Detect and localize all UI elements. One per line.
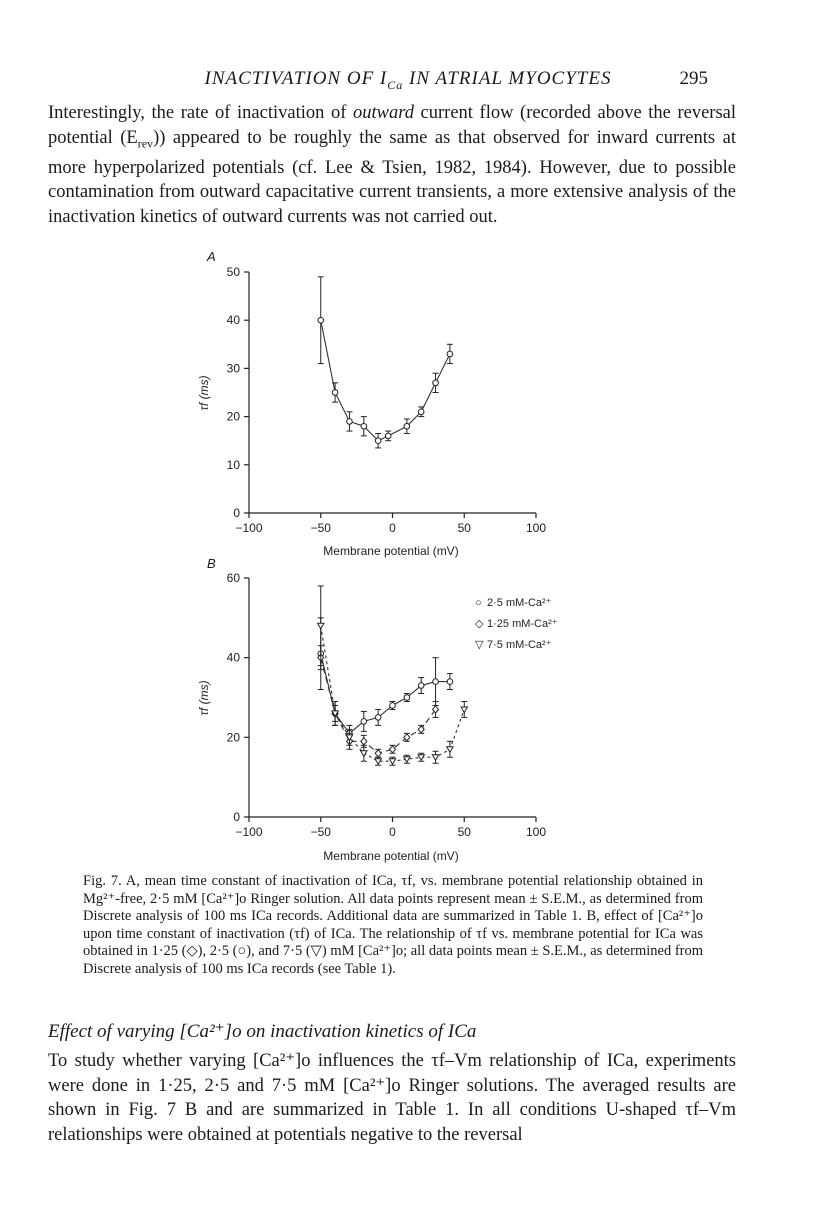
data-point-circle	[385, 433, 391, 439]
data-point-circle	[447, 351, 453, 357]
data-point-circle	[361, 719, 367, 725]
data-point-circle	[404, 423, 410, 429]
data-point-circle	[433, 380, 439, 386]
x-tick-label: 0	[389, 825, 396, 839]
y-tick-label: 40	[226, 313, 240, 328]
y-tick-label: 30	[226, 361, 240, 376]
figure-caption: Fig. 7. A, mean time constant of inactivation of ICa, τf, vs. membrane potential relationship obtained in Mg²⁺-free, 2·5 mM [Ca²⁺]o Ringer solution. All data points represent mean ± S.E.M., as determined from Discrete analysis of 100 ms ICa records. Additional data are summarized in Table 1. B, effect of [Ca²⁺]o upon time constant of inactivation (τf) of ICa. The relationship of τf vs. membrane potential for ICa was obtained in 1·25 (◇), 2·5 (○), and 7·5 (▽) mM [Ca²⁺]o; all data points mean ± S.E.M., as determined from Discrete analysis of 100 ms ICa records (see Table 1).	[83, 873, 704, 977]
data-point-circle	[447, 679, 453, 685]
data-point-circle	[318, 317, 324, 323]
data-point-triangle	[361, 751, 367, 757]
legend-label-1: 1·25 mM-Ca²⁺	[487, 618, 558, 630]
data-point-circle	[347, 419, 353, 425]
panel-b-chart	[0, 568, 816, 868]
data-point-circle	[418, 409, 424, 415]
y-tick-label: 40	[226, 650, 240, 665]
y-tick-label: 0	[233, 506, 240, 520]
x-tick-label: −50	[310, 521, 331, 535]
panel-a-label: A	[207, 249, 216, 264]
data-point-circle	[390, 703, 396, 709]
intro-paragraph: Interestingly, the rate of inactivation of outward current flow (recorded above the reversal potential $(E_{rev})$) appeared to be roughly the same as that observed for inward currents at more hyperpolarized potentials (cf. Lee & Tsien, 1982, 1984). However, due to possible contamination from outward capacitative current transients, a more extensive analysis of the inactivation kinetics of outward currents was not carried out.	[48, 103, 737, 227]
series-line-0	[321, 320, 450, 441]
x-tick-label: 50	[457, 825, 471, 839]
x-tick-label: −100	[235, 521, 263, 535]
legend-marker-1: ◇	[475, 618, 484, 630]
x-tick-label: 50	[457, 521, 471, 535]
panel-a-y-label: τf (ms)	[197, 375, 211, 411]
data-point-circle	[375, 715, 381, 721]
data-point-diamond	[361, 738, 367, 745]
legend-label-2: 7·5 mM-Ca²⁺	[487, 639, 552, 651]
data-point-triangle	[318, 623, 324, 629]
data-point-circle	[404, 695, 410, 701]
y-tick-label: 0	[233, 810, 240, 824]
panel-a-x-label: Membrane potential (mV)	[323, 544, 459, 558]
panel-b-y-label: τf (ms)	[197, 680, 211, 716]
data-point-triangle	[389, 759, 395, 765]
data-point-circle	[375, 438, 381, 444]
x-tick-label: −100	[235, 825, 263, 839]
legend-marker-2: ▽	[475, 639, 484, 651]
panel-b-x-label: Membrane potential (mV)	[323, 849, 459, 863]
data-point-triangle	[447, 747, 453, 753]
panel-a-chart	[0, 258, 816, 568]
panel-b-label: B	[207, 556, 216, 571]
data-point-triangle	[432, 755, 438, 761]
data-point-diamond	[375, 750, 381, 757]
x-tick-label: 100	[525, 521, 547, 535]
section-paragraph: To study whether varying [Ca²⁺]o influences the τf–Vm relationship of ICa, experiments were done in 1·25, 2·5 and 7·5 mM [Ca²⁺]o Ringer solutions. The averaged results are shown in Fig. 7 B and are summarized in Table 1. In all conditions U-shaped τf–Vm relationships were obtained at potentials negative to the reversal	[48, 1051, 736, 1145]
y-tick-label: 60	[226, 571, 240, 585]
y-tick-label: 20	[226, 730, 240, 745]
page-header	[0, 68, 816, 96]
x-tick-label: −50	[310, 825, 331, 839]
y-tick-label: 10	[226, 457, 240, 472]
data-point-circle	[418, 683, 424, 689]
series-line-2	[321, 626, 465, 761]
data-point-circle	[361, 423, 367, 429]
running-title: INACTIVATION OF $I_{Ca}$ IN ATRIAL MYOCYTES	[204, 68, 612, 92]
page-number: 295	[679, 68, 708, 89]
y-tick-label: 50	[226, 265, 240, 279]
y-tick-label: 20	[226, 409, 240, 424]
legend-label-0: 2·5 mM-Ca²⁺	[487, 597, 552, 609]
x-tick-label: 100	[525, 825, 547, 839]
section-heading: Effect of varying [Ca²⁺]o on inactivation kinetics of ICa	[48, 1021, 477, 1042]
data-point-circle	[332, 390, 338, 396]
data-point-triangle	[461, 707, 467, 713]
x-tick-label: 0	[389, 521, 396, 535]
legend-marker-0: ○	[475, 597, 482, 609]
panel-b-legend	[475, 597, 558, 651]
data-point-circle	[433, 679, 439, 685]
